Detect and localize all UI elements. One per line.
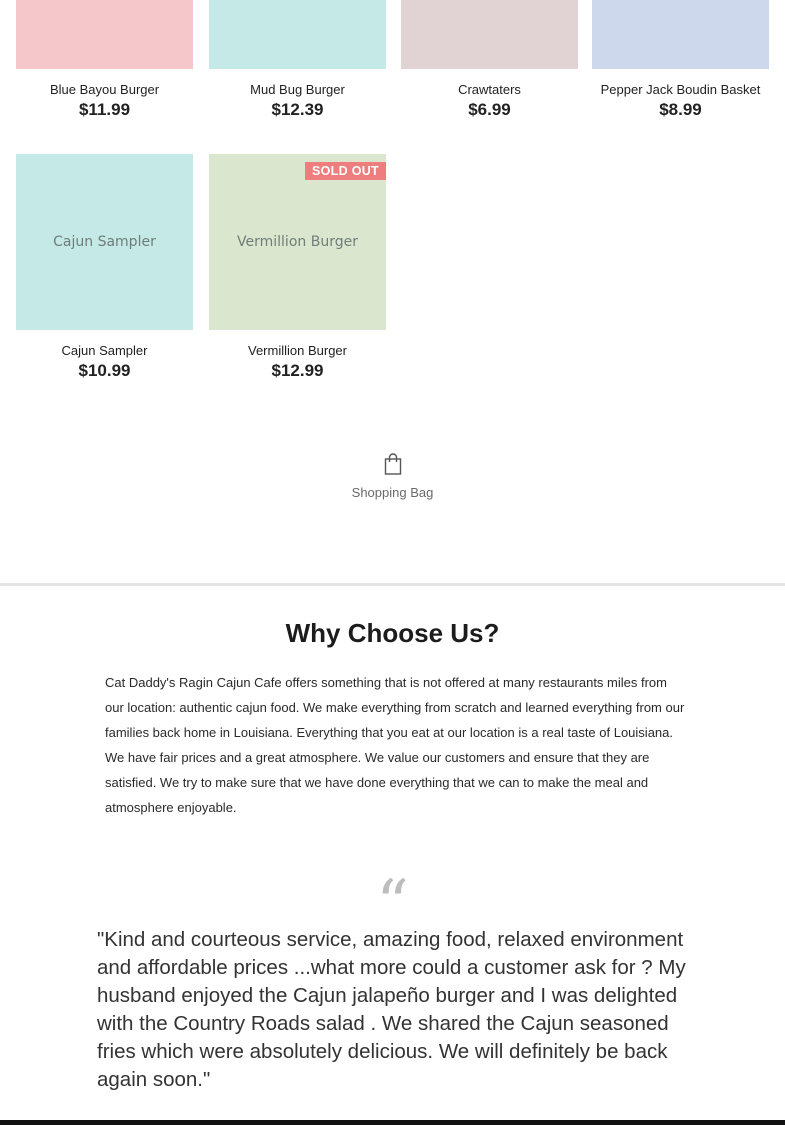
product-price: $12.99 (271, 361, 324, 380)
product-name[interactable]: Mud Bug Burger (250, 82, 345, 97)
product-image[interactable] (16, 154, 193, 330)
product-price: $8.99 (659, 100, 702, 119)
quote-icon: “ (376, 872, 409, 920)
product-price: $11.99 (78, 100, 131, 119)
product-image[interactable] (16, 0, 193, 69)
product-name[interactable]: Crawtaters (458, 82, 521, 97)
product-image-placeholder: Cajun Sampler (53, 234, 156, 250)
shopping-bag-button[interactable] (0, 452, 785, 500)
product-card[interactable] (16, 0, 193, 120)
product-image[interactable] (209, 0, 386, 69)
footer-bar (0, 1120, 785, 1125)
product-card[interactable] (16, 154, 193, 381)
product-card[interactable] (209, 154, 386, 381)
testimonial-text: "Kind and courteous service, amazing food, relaxed environment and affordable prices ...what more could a customer ask for ? My husband enjoyed the Cajun jalapeño burger and I was delighted with the Country Roads salad . We shared the Cajun seasoned fries which were absolutely delicious. We will definitely be back again soon." (97, 928, 686, 1091)
product-price: $10.99 (78, 361, 131, 380)
product-card[interactable] (401, 0, 578, 120)
product-name[interactable]: Blue Bayou Burger (49, 82, 160, 97)
product-name[interactable]: Pepper Jack Boudin Basket (600, 82, 761, 97)
product-price: $6.99 (468, 100, 511, 119)
why-choose-us-heading: Why Choose Us? (285, 618, 500, 648)
shopping-bag-label: Shopping Bag (351, 485, 434, 500)
product-image[interactable] (401, 0, 578, 69)
product-image[interactable] (209, 154, 386, 330)
section-divider (0, 583, 785, 586)
product-name[interactable]: Cajun Sampler (61, 343, 148, 358)
why-choose-us-text: Cat Daddy's Ragin Cajun Cafe offers something that is not offered at many restaurants miles from our location: authentic cajun food. We make everything from scratch and learned everything from our families back home in Louisiana. Everything that you eat at our location is a real taste of Louisiana. We have fair prices and a great atmosphere. We value our customers and ensure that they are satisfied. We try to make sure that we have done everything that we can to make the meal and atmosphere enjoyable. (105, 675, 685, 815)
shopping-bag-icon (383, 452, 403, 476)
product-price: $12.39 (271, 100, 324, 119)
product-image-placeholder: Vermillion Burger (237, 234, 358, 250)
product-name[interactable]: Vermillion Burger (248, 343, 347, 358)
sold-out-badge: SOLD OUT (305, 162, 386, 180)
product-image[interactable] (592, 0, 769, 69)
product-card[interactable] (209, 0, 386, 120)
product-card[interactable] (592, 0, 769, 120)
